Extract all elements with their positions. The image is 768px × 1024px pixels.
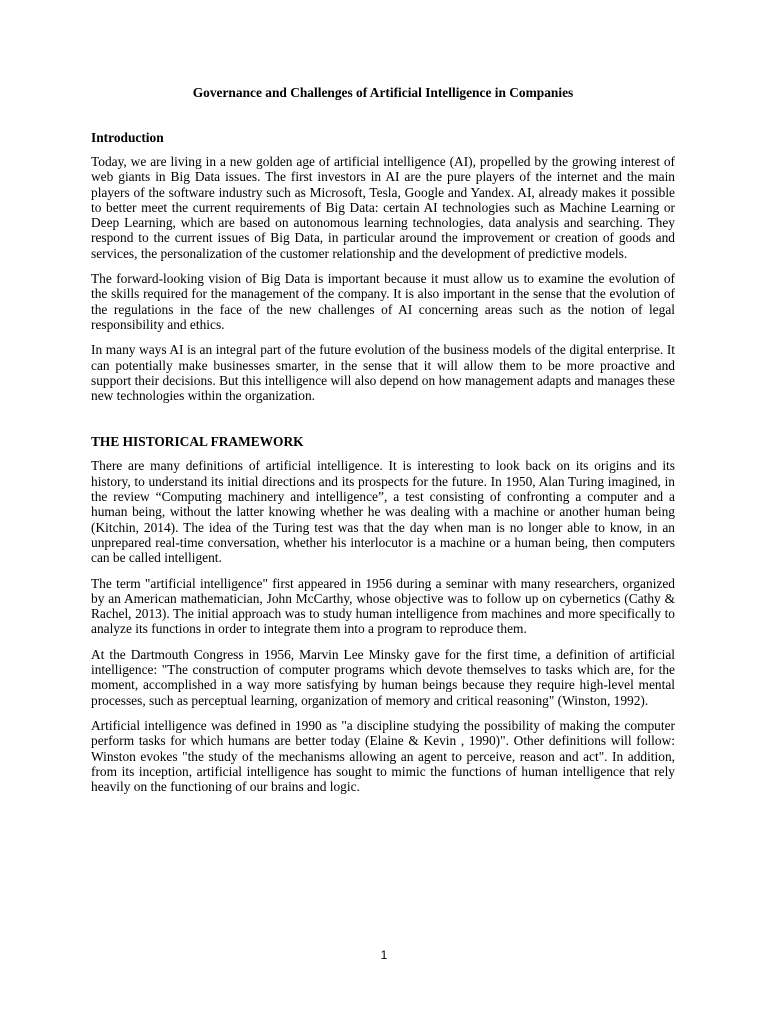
document-page bbox=[91, 80, 675, 804]
paragraph: Artificial intelligence was defined in 1990 as "a discipline studying the possibility of making the computer perform tasks for which humans are better today (Elaine & Kevin , 1990)". Other definitions will follow: Winston evokes "the study of the mechanisms allowing an agent to perceive, reason and act". In addition, from its inception, artificial intelligence has sought to mimic the functions of human intelligence that rely heavily on the functioning of our brains and logic. bbox=[91, 717, 675, 795]
section-heading-historical-framework: THE HISTORICAL FRAMEWORK bbox=[91, 434, 304, 450]
paragraph: The forward-looking vision of Big Data is important because it must allow us to examine the evolution of the skills required for the management of the company. It is also important in the sense that the evolution of the regulations in the face of the new challenges of AI concerning areas such as the notion of legal responsibility and ethics. bbox=[91, 271, 675, 332]
section-heading-introduction: Introduction bbox=[91, 130, 164, 145]
paragraph: There are many definitions of artificial intelligence. It is interesting to look back on its origins and its history, to understand its initial directions and its prospects for the future. In 1950, Alan Turing imagined, in the review “Computing machinery and intelligence”, a test consisting of confronting a computer and a human being, without the latter knowing whether he was dealing with a machine or another human being (Kitchin, 2014). The idea of the Turing test was that the day when man is no longer able to know, in an unprepared real-time conversation, whether his interlocutor is a machine or a human being, then computers can be called intelligent. bbox=[91, 458, 675, 566]
paragraph: Today, we are living in a new golden age of artificial intelligence (AI), propelled by the growing interest of web giants in Big Data issues. The first investors in AI are the pure players of the internet and the main players of the software industry such as Microsoft, Tesla, Google and Yandex. AI, already makes it possible to better meet the current requirements of Big Data: certain AI technologies such as Machine Learning or Deep Learning, which are based on autonomous learning technologies, data analysis and searching. They respond to the current issues of Big Data, in particular around the improvement or creation of goods and services, the personalization of the customer relationship and the development of predictive models. bbox=[91, 154, 675, 261]
document-title: Governance and Challenges of Artificial Intelligence in Companies bbox=[192, 85, 574, 100]
paragraph: The term "artificial intelligence" first appeared in 1956 during a seminar with many researchers, organized by an American mathematician, John McCarthy, whose objective was to follow up on cybernetics (Cathy & Rachel, 2013). The initial approach was to study human intelligence from machines and more specifically to analyze its functions in order to integrate them into a program to reproduce them. bbox=[91, 575, 675, 637]
paragraph: In many ways AI is an integral part of the future evolution of the business models of the digital enterprise. It can potentially make businesses smarter, in the sense that it will allow them to be more proactive and support their decisions. But this intelligence will also depend on how management adapts and manages these new technologies within the organization. bbox=[91, 342, 675, 404]
paragraph: At the Dartmouth Congress in 1956, Marvin Lee Minsky gave for the first time, a definition of artificial intelligence: "The construction of computer programs which devote themselves to tasks which are, for the moment, accomplished in a way more satisfying by human beings because they require high-level mental processes, such as perceptual learning, organization of memory and critical reasoning" (Winston, 1992). bbox=[91, 646, 675, 708]
page-number: 1 bbox=[380, 948, 388, 962]
